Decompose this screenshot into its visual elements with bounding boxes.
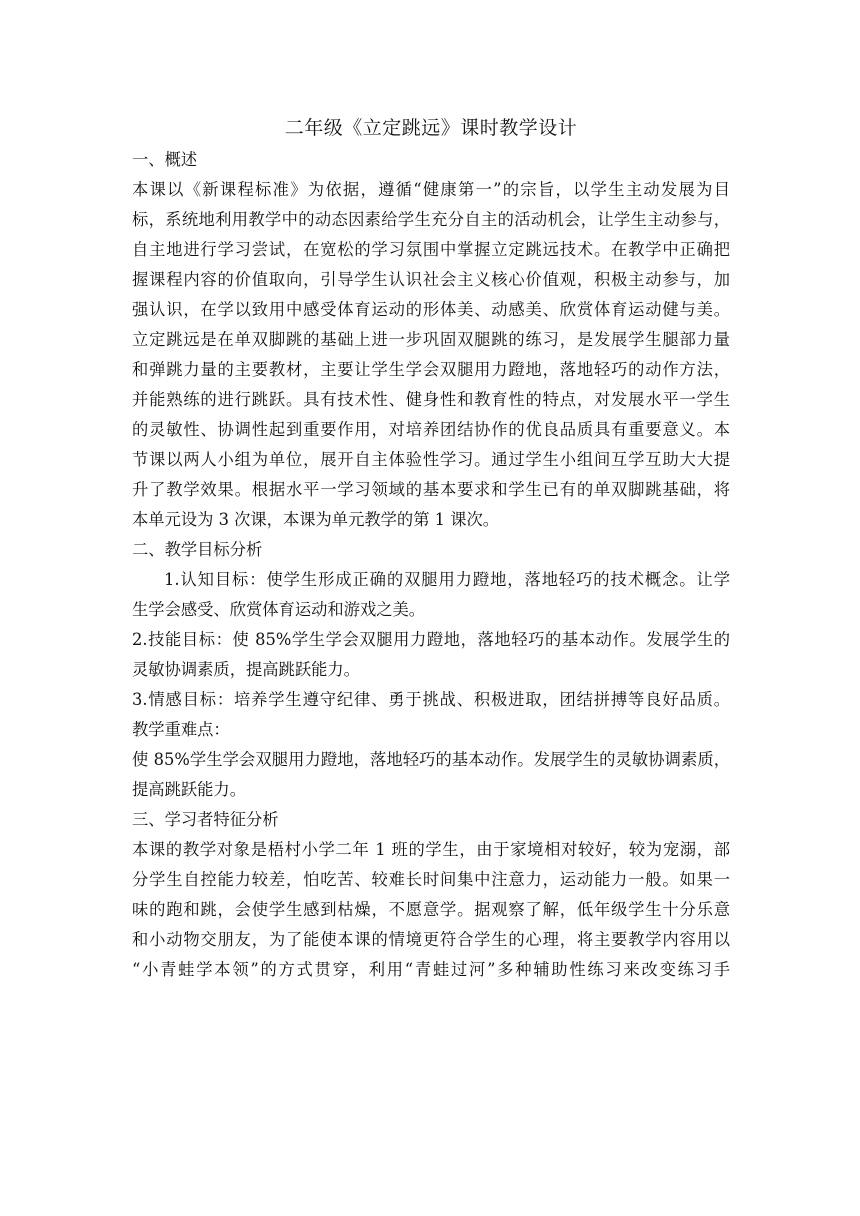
paragraph-line: 节课以两人小组为单位，展开自主体验性学习。通过学生小组间互学互助大大提 (132, 450, 730, 469)
affective-goal-line: 3.情感目标：培养学生遵守纪律、勇于挑战、积极进取，团结拼搏等良好品质。 (132, 690, 730, 709)
section-objectives-body (132, 565, 730, 805)
section-overview-body (132, 175, 730, 535)
document-content (132, 111, 730, 985)
paragraph-line: 分学生自控能力较差，怕吃苦、较难长时间集中注意力，运动能力一般。如果一 (132, 870, 730, 889)
cognitive-goal-line: 生学会感受、欣赏体育运动和游戏之美。 (132, 600, 426, 619)
paragraph-line: “小青蛙学本领”的方式贯穿，利用“青蛙过河”多种辅助性练习来改变练习手 (132, 960, 730, 979)
paragraph-line: 握课程内容的价值取向，引导学生认识社会主义核心价值观，积极主动参与，加 (132, 270, 730, 289)
skill-goal-line: 2.技能目标：使 85%学生学会双腿用力蹬地，落地轻巧的基本动作。发展学生的 (132, 630, 730, 649)
paragraph-line: 自主地进行学习尝试，在宽松的学习氛围中掌握立定跳远技术。在教学中正确把 (132, 240, 730, 259)
paragraph-line: 味的跑和跳，会使学生感到枯燥，不愿意学。据观察了解，低年级学生十分乐意 (132, 900, 730, 919)
key-points-line: 使 85%学生学会双腿用力蹬地，落地轻巧的基本动作。发展学生的灵敏协调素质， (132, 750, 730, 769)
paragraph-line: 的灵敏性、协调性起到重要作用，对培养团结协作的优良品质具有重要意义。本 (132, 420, 730, 439)
key-points-line: 提高跳跃能力。 (132, 780, 246, 799)
section-heading-overview: 一、概述 (132, 150, 198, 169)
paragraph-line: 标，系统地利用教学中的动态因素给学生充分自主的活动机会，让学生主动参与， (132, 210, 730, 229)
paragraph-line: 本课以《新课程标准》为依据，遵循“健康第一”的宗旨，以学生主动发展为目 (132, 180, 730, 199)
paragraph-line: 立定跳远是在单双脚跳的基础上进一步巩固双腿跳的练习，是发展学生腿部力量 (132, 330, 730, 349)
paragraph-line: 并能熟练的进行跳跃。具有技术性、健身性和教育性的特点，对发展水平一学生 (132, 390, 730, 409)
paragraph-line: 升了教学效果。根据水平一学习领域的基本要求和学生已有的单双脚跳基础，将 (132, 480, 730, 499)
paragraph-line: 和小动物交朋友，为了能使本课的情境更符合学生的心理，将主要教学内容用以 (132, 930, 730, 949)
paragraph-line: 强认识，在学以致用中感受体育运动的形体美、动感美、欣赏体育运动健与美。 (132, 300, 730, 319)
section-heading-learners: 三、学习者特征分析 (132, 810, 279, 829)
skill-goal-line: 灵敏协调素质，提高跳跃能力。 (132, 660, 360, 679)
key-points-label: 教学重难点： (132, 720, 230, 739)
paragraph-line: 本课的教学对象是梧村小学二年 1 班的学生，由于家境相对较好，较为宠溺，部 (132, 840, 730, 859)
section-learners-body (132, 835, 730, 985)
section-heading-objectives: 二、教学目标分析 (132, 540, 263, 559)
paragraph-line: 本单元设为 3 次课，本课为单元教学的第 1 课次。 (132, 510, 500, 529)
document-title: 二年级《立定跳远》课时教学设计 (284, 117, 578, 139)
paragraph-line: 和弹跳力量的主要教材，主要让学生学会双腿用力蹬地，落地轻巧的动作方法， (132, 360, 730, 379)
cognitive-goal-line: 1.认知目标：使学生形成正确的双腿用力蹬地，落地轻巧的技术概念。让学 (164, 570, 730, 589)
